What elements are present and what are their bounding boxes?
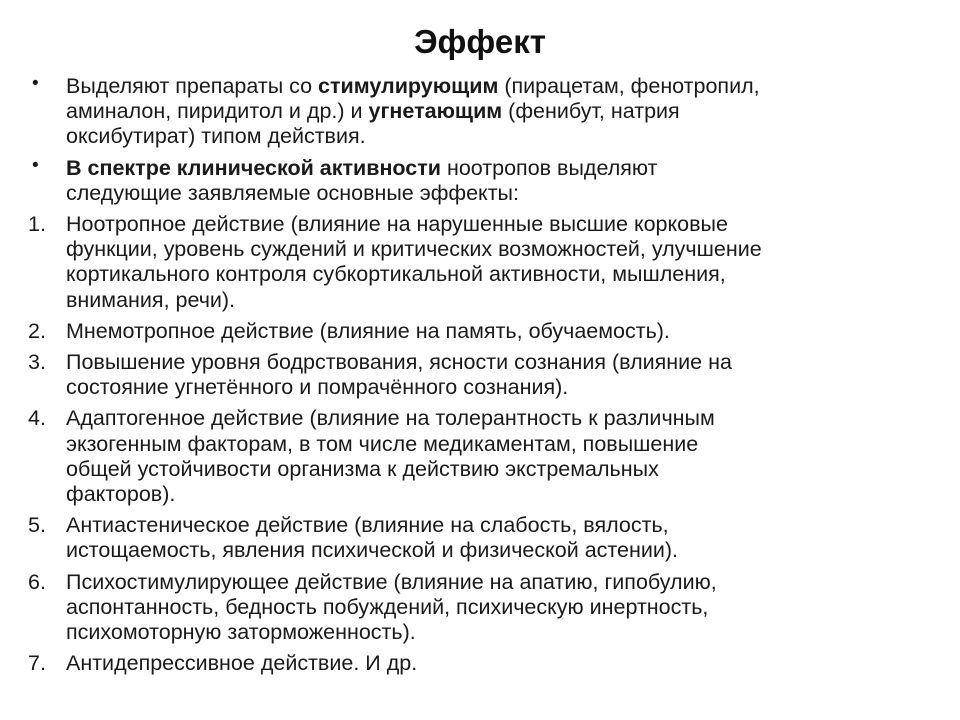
item-line: Повышение уровня бодрствования, ясности сознания (влияние на [66, 350, 732, 375]
bullet-item [28, 74, 933, 150]
bullet-item [28, 156, 933, 206]
text: (пирацетам, фенотропил, [498, 74, 760, 98]
item-line: психомоторную заторможенность). [66, 620, 416, 645]
numbered-item [28, 406, 933, 507]
bullet-line [66, 124, 933, 149]
bold-text: стимулирующим [318, 74, 499, 98]
bullet-line [66, 74, 933, 99]
item-number: 3. [28, 350, 46, 375]
item-number: 1. [28, 212, 46, 237]
item-line: Адаптогенное действие (влияние на толерантность к различным [66, 406, 715, 431]
item-line: функции, уровень суждений и критических возможностей, улучшение [66, 237, 762, 262]
item-number: 6. [28, 569, 46, 594]
item-line: внимания, речи). [66, 287, 236, 312]
bullet-line [66, 99, 933, 124]
item-line: факторов). [66, 482, 176, 507]
item-line: Психостимулирующее действие (влияние на апатию, гипобулию, [66, 569, 717, 594]
bold-text: В спектре клинической активности [66, 155, 441, 180]
text: аминалон, пиридитол и др.) и [66, 99, 369, 124]
item-line: Антиастеническое действие (влияние на слабость, вялость, [66, 513, 669, 538]
item-line: кортикального контроля субкортикальной активности, мышления, [66, 262, 726, 287]
item-line: общей устойчивости организма к действию экстремальных [66, 456, 659, 481]
item-line: Антидепрессивное действие. И др. [66, 651, 418, 676]
text: следующие заявляемые основные эффекты: [66, 180, 519, 205]
item-number: 2. [28, 318, 46, 343]
item-line: аспонтанность, бедность побуждений, психическую инертность, [66, 594, 709, 619]
item-line: Мнемотропное действие (влияние на память, обучаемость). [66, 318, 670, 343]
numbered-item [28, 350, 933, 400]
text: оксибутират) типом действия. [66, 124, 366, 149]
bullet-line [66, 156, 933, 181]
item-number: 7. [28, 651, 46, 676]
numbered-item [28, 513, 933, 563]
bullet-marker: • [32, 154, 39, 176]
item-number: 4. [28, 406, 46, 431]
item-line: экзогенным факторам, в том числе медикаментам, повышение [66, 431, 699, 456]
item-line: Ноотропное действие (влияние на нарушенные высшие корковые [66, 212, 728, 237]
numbered-item [28, 570, 933, 646]
slide-content [28, 74, 933, 682]
item-line: состояние угнетённого и помрачённого сознания). [66, 375, 569, 400]
bold-text: угнетающим [368, 99, 503, 124]
text: Выделяют препараты со [66, 74, 319, 98]
numbered-item [28, 651, 933, 676]
numbered-item [28, 212, 933, 313]
slide-title: Эффект [414, 23, 546, 60]
item-number: 5. [28, 513, 46, 538]
bullet-line [66, 181, 933, 206]
numbered-item [28, 319, 933, 344]
bullet-marker: • [32, 73, 39, 94]
text: ноотропов выделяют [441, 155, 658, 180]
text: (фенибут, натрия [502, 99, 680, 124]
item-line: истощаемость, явления психической и физической астении). [66, 538, 678, 563]
